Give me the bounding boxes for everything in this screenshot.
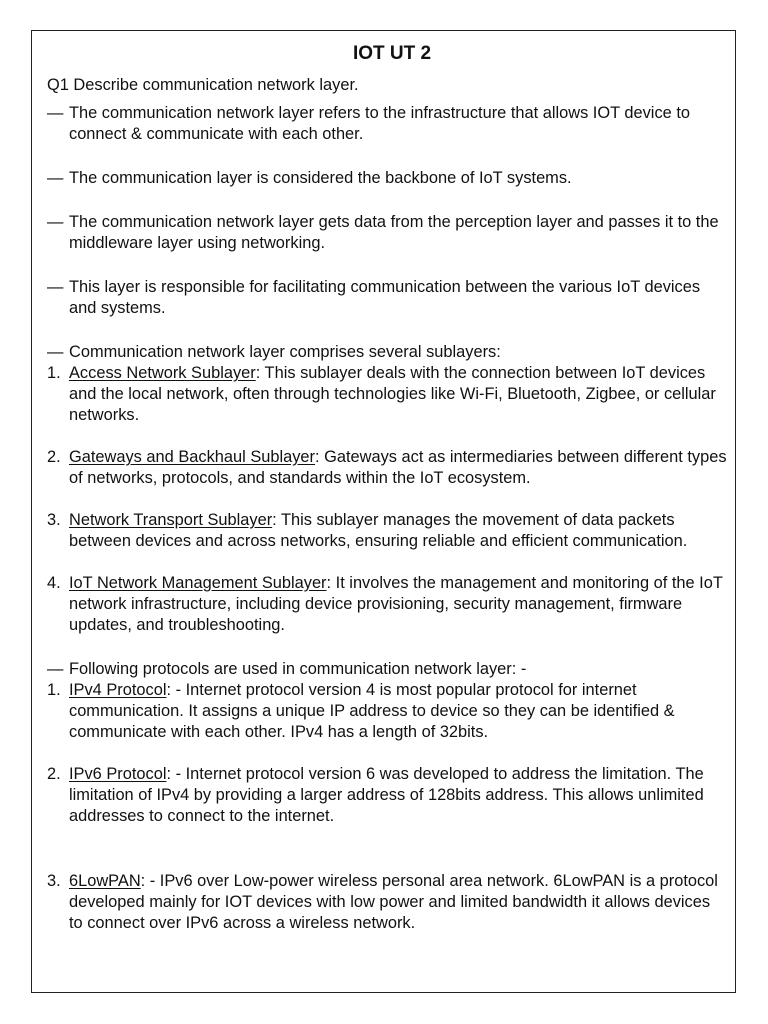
item-text: : It involves the management and monitoring of the IoT network infrastructure, including device provisioning, security management, firmware updates, and troubleshooting. <box>69 574 723 634</box>
dash-bullet: — <box>47 343 64 361</box>
paragraph-1 <box>47 103 727 145</box>
sublayer-item-access <box>47 363 727 426</box>
item-term: IPv6 Protocol <box>69 765 167 783</box>
paragraph-text: The communication network layer refers to the infrastructure that allows IOT device to connect & communicate with each other. <box>69 104 690 143</box>
paragraph-text: This layer is responsible for facilitating communication between the various IoT devices and systems. <box>69 278 701 317</box>
dash-bullet: — <box>47 213 64 231</box>
item-text: : - Internet protocol version 4 is most popular protocol for internet communication. It assigns a unique IP address to device so they can be identified & communicate with each other. IPv4 has a length of 32bits. <box>69 681 675 741</box>
paragraph-text: The communication layer is considered the backbone of IoT systems. <box>69 169 572 187</box>
protocols-intro <box>47 659 727 680</box>
item-text: : This sublayer deals with the connection between IoT devices and the local network, often through technologies like Wi-Fi, Bluetooth, Zigbee, or cellular networks. <box>69 364 716 424</box>
item-number: 3. <box>47 872 61 890</box>
protocols-intro-text: Following protocols are used in communication network layer: - <box>69 660 527 678</box>
dash-bullet: — <box>47 278 64 296</box>
paragraph-4 <box>47 277 727 319</box>
item-term: 6LowPAN <box>69 872 141 890</box>
item-term: Access Network Sublayer <box>69 364 256 382</box>
item-number: 2. <box>47 448 61 466</box>
dash-bullet: — <box>47 660 64 678</box>
sublayer-item-transport <box>47 510 727 552</box>
protocol-item-ipv4 <box>47 680 727 743</box>
document-title: IOT UT 2 <box>352 43 432 64</box>
item-number: 2. <box>47 765 61 783</box>
protocol-item-6lowpan <box>47 871 727 934</box>
item-text: : - Internet protocol version 6 was developed to address the limitation. The limitation of IPv4 by providing a larger address of 128bits address. This allows unlimited addresses to connect to the internet. <box>69 765 704 825</box>
item-term: Gateways and Backhaul Sublayer <box>69 448 316 466</box>
paragraph-text: The communication network layer gets data from the perception layer and passes it to the middleware layer using networking. <box>69 213 719 252</box>
question-heading: Q1 Describe communication network layer. <box>47 76 359 94</box>
item-number: 4. <box>47 574 61 592</box>
sublayers-intro-text: Communication network layer comprises several sublayers: <box>69 343 501 361</box>
sublayers-intro <box>47 342 727 363</box>
item-number: 1. <box>47 681 61 699</box>
item-text: : - IPv6 over Low-power wireless personal area network. 6LowPAN is a protocol developed mainly for IOT devices with low power and limited bandwidth it allows devices to connect over IPv6 across a wireless network. <box>69 872 718 932</box>
item-term: IPv4 Protocol <box>69 681 167 699</box>
dash-bullet: — <box>47 104 64 122</box>
protocol-item-ipv6 <box>47 764 727 827</box>
item-text: : This sublayer manages the movement of data packets between devices and across networks, ensuring reliable and efficient communication. <box>69 511 688 550</box>
item-number: 1. <box>47 364 61 382</box>
item-text: : Gateways act as intermediaries between different types of networks, protocols, and standards within the IoT ecosystem. <box>69 448 727 487</box>
item-term: IoT Network Management Sublayer <box>69 574 327 592</box>
document-body <box>47 42 727 934</box>
item-number: 3. <box>47 511 61 529</box>
paragraph-3 <box>47 212 727 254</box>
dash-bullet: — <box>47 169 64 187</box>
item-term: Network Transport Sublayer <box>69 511 273 529</box>
paragraph-2 <box>47 168 727 189</box>
sublayer-item-gateways <box>47 447 727 489</box>
sublayer-item-management <box>47 573 727 636</box>
